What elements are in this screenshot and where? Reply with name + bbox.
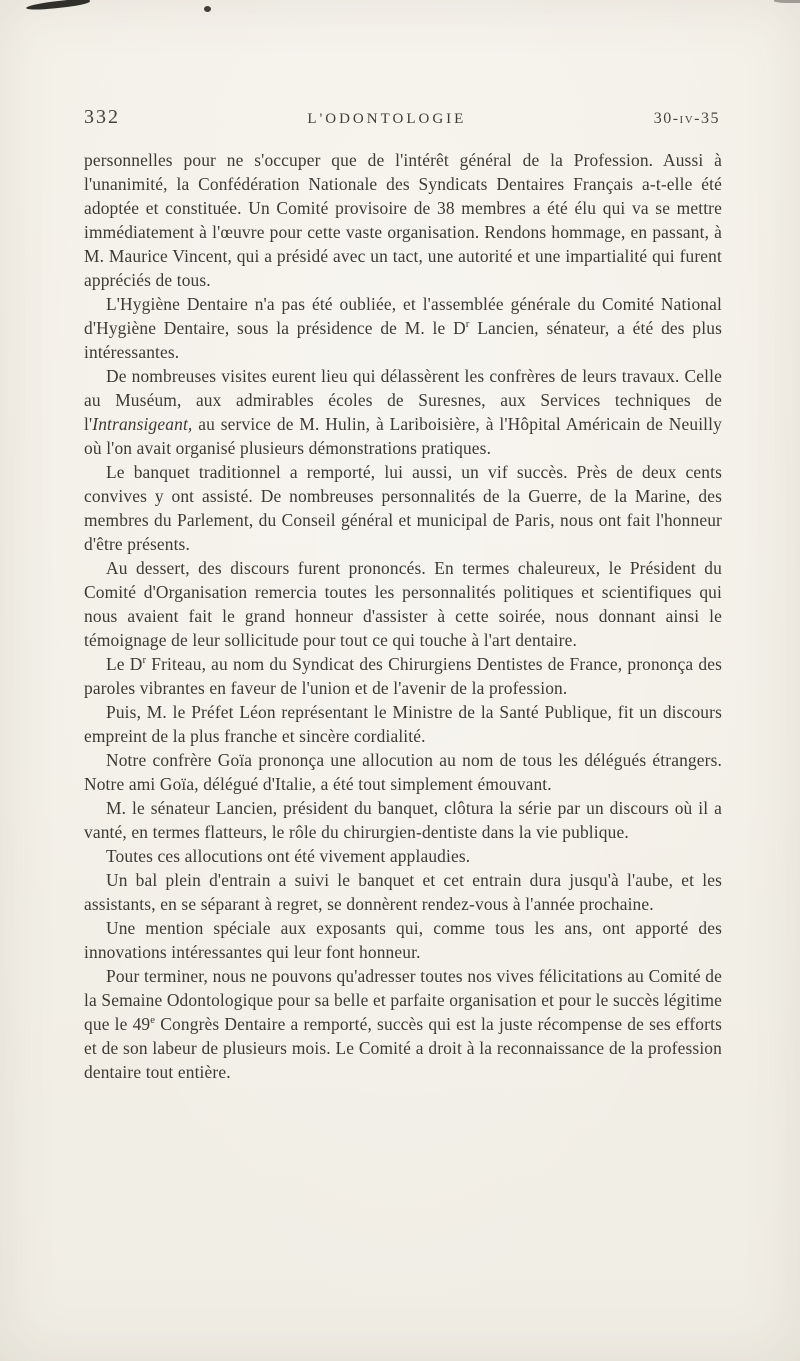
text-run: Un bal plein d'entrain a suivi le banquet et cet entrain dura jusqu'à l'aube, et les assistants, en se séparant à regret, se donnèrent rendez-vous à l'année prochaine. bbox=[84, 870, 722, 914]
page-number: 332 bbox=[84, 106, 120, 128]
text-run: Au dessert, des discours furent prononcés. En termes chaleureux, le Président du Comité d'Organisation remercia toutes les personnalités politiques et scientifiques qui nous avaient fait le grand honneur d'assister à cette soirée, nous donnant ainsi le témoignage de leur sollicitude pour tout ce qui touche à l'art dentaire. bbox=[84, 558, 722, 650]
text-run: Congrès Dentaire a remporté, succès qui est la juste récompense de ses efforts et de son labeur de plusieurs mois. Le Comité a droit à la reconnaissance de la profession dentaire tout entière. bbox=[84, 1014, 722, 1082]
text-run: De nombreuses visites eurent lieu qui délassèrent les confrères de leurs travaux. Celle au Muséum, aux admirables écoles de Suresnes, aux Services techniques de l' bbox=[84, 366, 722, 434]
text-run: Pour terminer, nous ne pouvons qu'adresser toutes nos vives félicitations au Comité de la Semaine Odontologique pour sa belle et parfaite organisation et pour le succès légitime que le 49 bbox=[84, 966, 722, 1034]
text-run: Friteau, au nom du Syndicat des Chirurgiens Dentistes de France, prononça des paroles vibrantes en faveur de l'union et de l'avenir de la profession. bbox=[84, 654, 722, 698]
text-run: au service de M. Hulin, à Lariboisière, à l'Hôpital Américain de Neuilly où l'on avait organisé plusieurs démonstrations pratiques. bbox=[84, 414, 722, 458]
paragraph bbox=[84, 292, 722, 364]
paragraph bbox=[84, 844, 722, 868]
text-run: L'Hygiène Dentaire n'a pas été oubliée, et l'assemblée générale du Comité National d'Hygiène Dentaire, sous la présidence de M. le D bbox=[84, 294, 722, 338]
paragraph bbox=[84, 460, 722, 556]
article-body bbox=[84, 148, 722, 1084]
text-run: Le D bbox=[106, 654, 143, 674]
text-run: Le banquet traditionnel a remporté, lui aussi, un vif succès. Près de deux cents convives y ont assisté. De nombreuses personnalités de la Guerre, de la Marine, des membres du Parlement, du Conseil général et municipal de Paris, nous ont fait l'honneur d'être présents. bbox=[84, 462, 722, 554]
paragraph bbox=[84, 700, 722, 748]
paragraph bbox=[84, 748, 722, 796]
scan-artifact-dot bbox=[204, 6, 211, 12]
paragraph bbox=[84, 916, 722, 964]
scan-artifact-stroke bbox=[26, 0, 90, 11]
issue-date: 30-iv-35 bbox=[653, 110, 720, 127]
text-run: Puis, M. le Préfet Léon représentant le Ministre de la Santé Publique, fit un discours empreint de la plus franche et sincère cordialité. bbox=[84, 702, 722, 746]
text-run-italic: Intransigeant, bbox=[92, 414, 193, 434]
text-run: personnelles pour ne s'occuper que de l'intérêt général de la Profession. Aussi à l'unanimité, la Confédération Nationale des Syndicats Dentaires Français a-t-elle été adoptée et constituée. Un Comité provisoire de 38 membres a été élu qui va se mettre immédiatement à l'œuvre pour cette vaste organisation. Rendons hommage, en passant, à M. Maurice Vincent, qui a présidé avec un tact, une autorité et une impartialité qui furent appréciés de tous. bbox=[84, 150, 722, 290]
text-run-sup: r bbox=[465, 318, 470, 331]
scan-artifact-corner bbox=[774, 0, 800, 3]
journal-title: L'ODONTOLOGIE bbox=[307, 111, 467, 127]
text-run-sup: r bbox=[142, 654, 147, 667]
paragraph bbox=[84, 652, 722, 700]
paragraph bbox=[84, 796, 722, 844]
text-run-sup: e bbox=[150, 1014, 156, 1027]
text-run: Lancien, sénateur, a été des plus intéressantes. bbox=[84, 318, 722, 362]
paragraph bbox=[84, 364, 722, 460]
paragraph bbox=[84, 148, 722, 292]
text-run: Toutes ces allocutions ont été vivement applaudies. bbox=[106, 846, 471, 866]
paragraph bbox=[84, 964, 722, 1084]
page-header bbox=[84, 106, 720, 129]
paragraph bbox=[84, 868, 722, 916]
text-run: M. le sénateur Lancien, président du banquet, clôtura la série par un discours où il a vanté, en termes flatteurs, le rôle du chirurgien-dentiste dans la vie publique. bbox=[84, 798, 722, 842]
text-run: Notre confrère Goïa prononça une allocution au nom de tous les délégués étrangers. Notre ami Goïa, délégué d'Italie, a été tout simplement émouvant. bbox=[84, 750, 722, 794]
paragraph bbox=[84, 556, 722, 652]
text-run: Une mention spéciale aux exposants qui, comme tous les ans, ont apporté des innovations intéressantes qui leur font honneur. bbox=[84, 918, 722, 962]
